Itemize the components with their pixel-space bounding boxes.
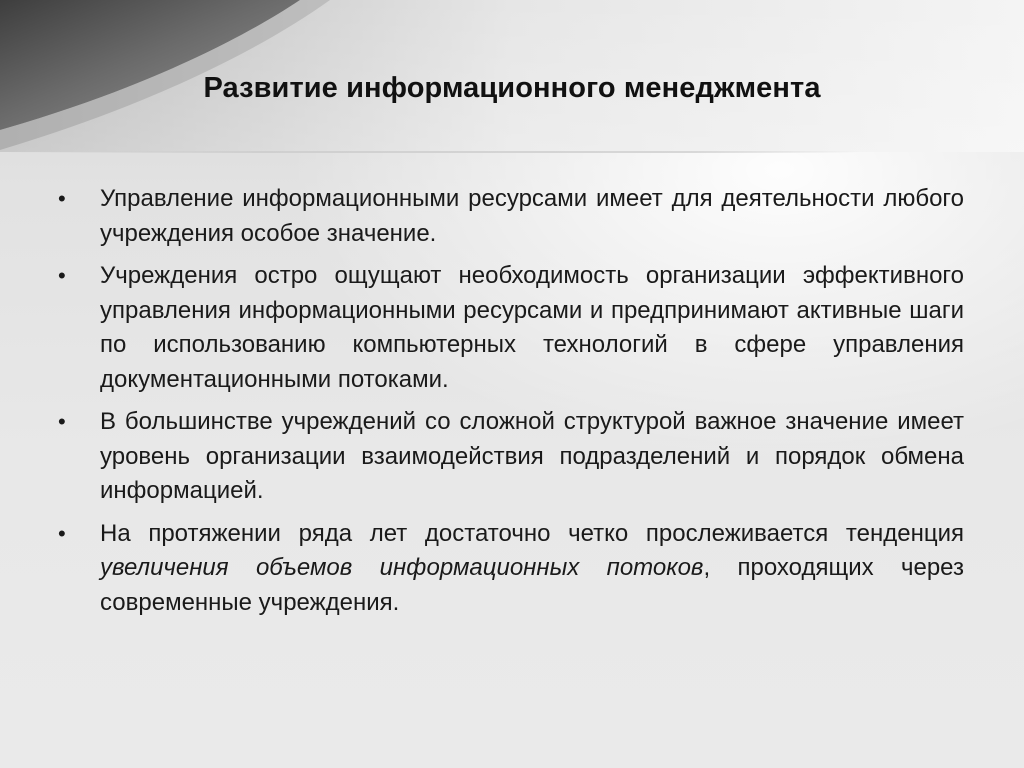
bullet-text-part: , проходящих через современные учреждения. [100, 554, 964, 616]
bullet-item [58, 182, 964, 251]
bullet-dot-icon: • [58, 186, 66, 211]
bullet-dot-icon: • [58, 520, 66, 546]
bullet-dot-icon: • [58, 409, 66, 434]
bullet-dot-icon: • [58, 263, 66, 288]
bullet-text: Управление информационными ресурсами имеет для деятельности любого учреждения особое значение. [100, 185, 964, 247]
bullet-text: Учреждения остро ощущают необходимость организации эффективного управления информационными ресурсами и предпринимают активные шаги по использованию компьютерных технологий в сфере управления документационными потоками. [100, 262, 964, 393]
bullet-list [58, 182, 964, 628]
bullet-text: В большинстве учреждений со сложной структурой важное значение имеет уровень организации взаимодействия подразделений и порядок обмена информацией. [100, 408, 964, 504]
bullet-text-part: На протяжении ряда лет достаточно четко прослеживается тенденция [100, 519, 964, 547]
bullet-item [58, 405, 964, 509]
bullet-item [58, 517, 964, 621]
bullet-text-emphasis: увеличения объемов информационных потоков [100, 554, 704, 581]
bullet-text [100, 520, 964, 616]
bullet-item [58, 259, 964, 397]
header-divider [0, 151, 860, 153]
slide-title: Развитие информационного менеджмента [203, 72, 821, 104]
